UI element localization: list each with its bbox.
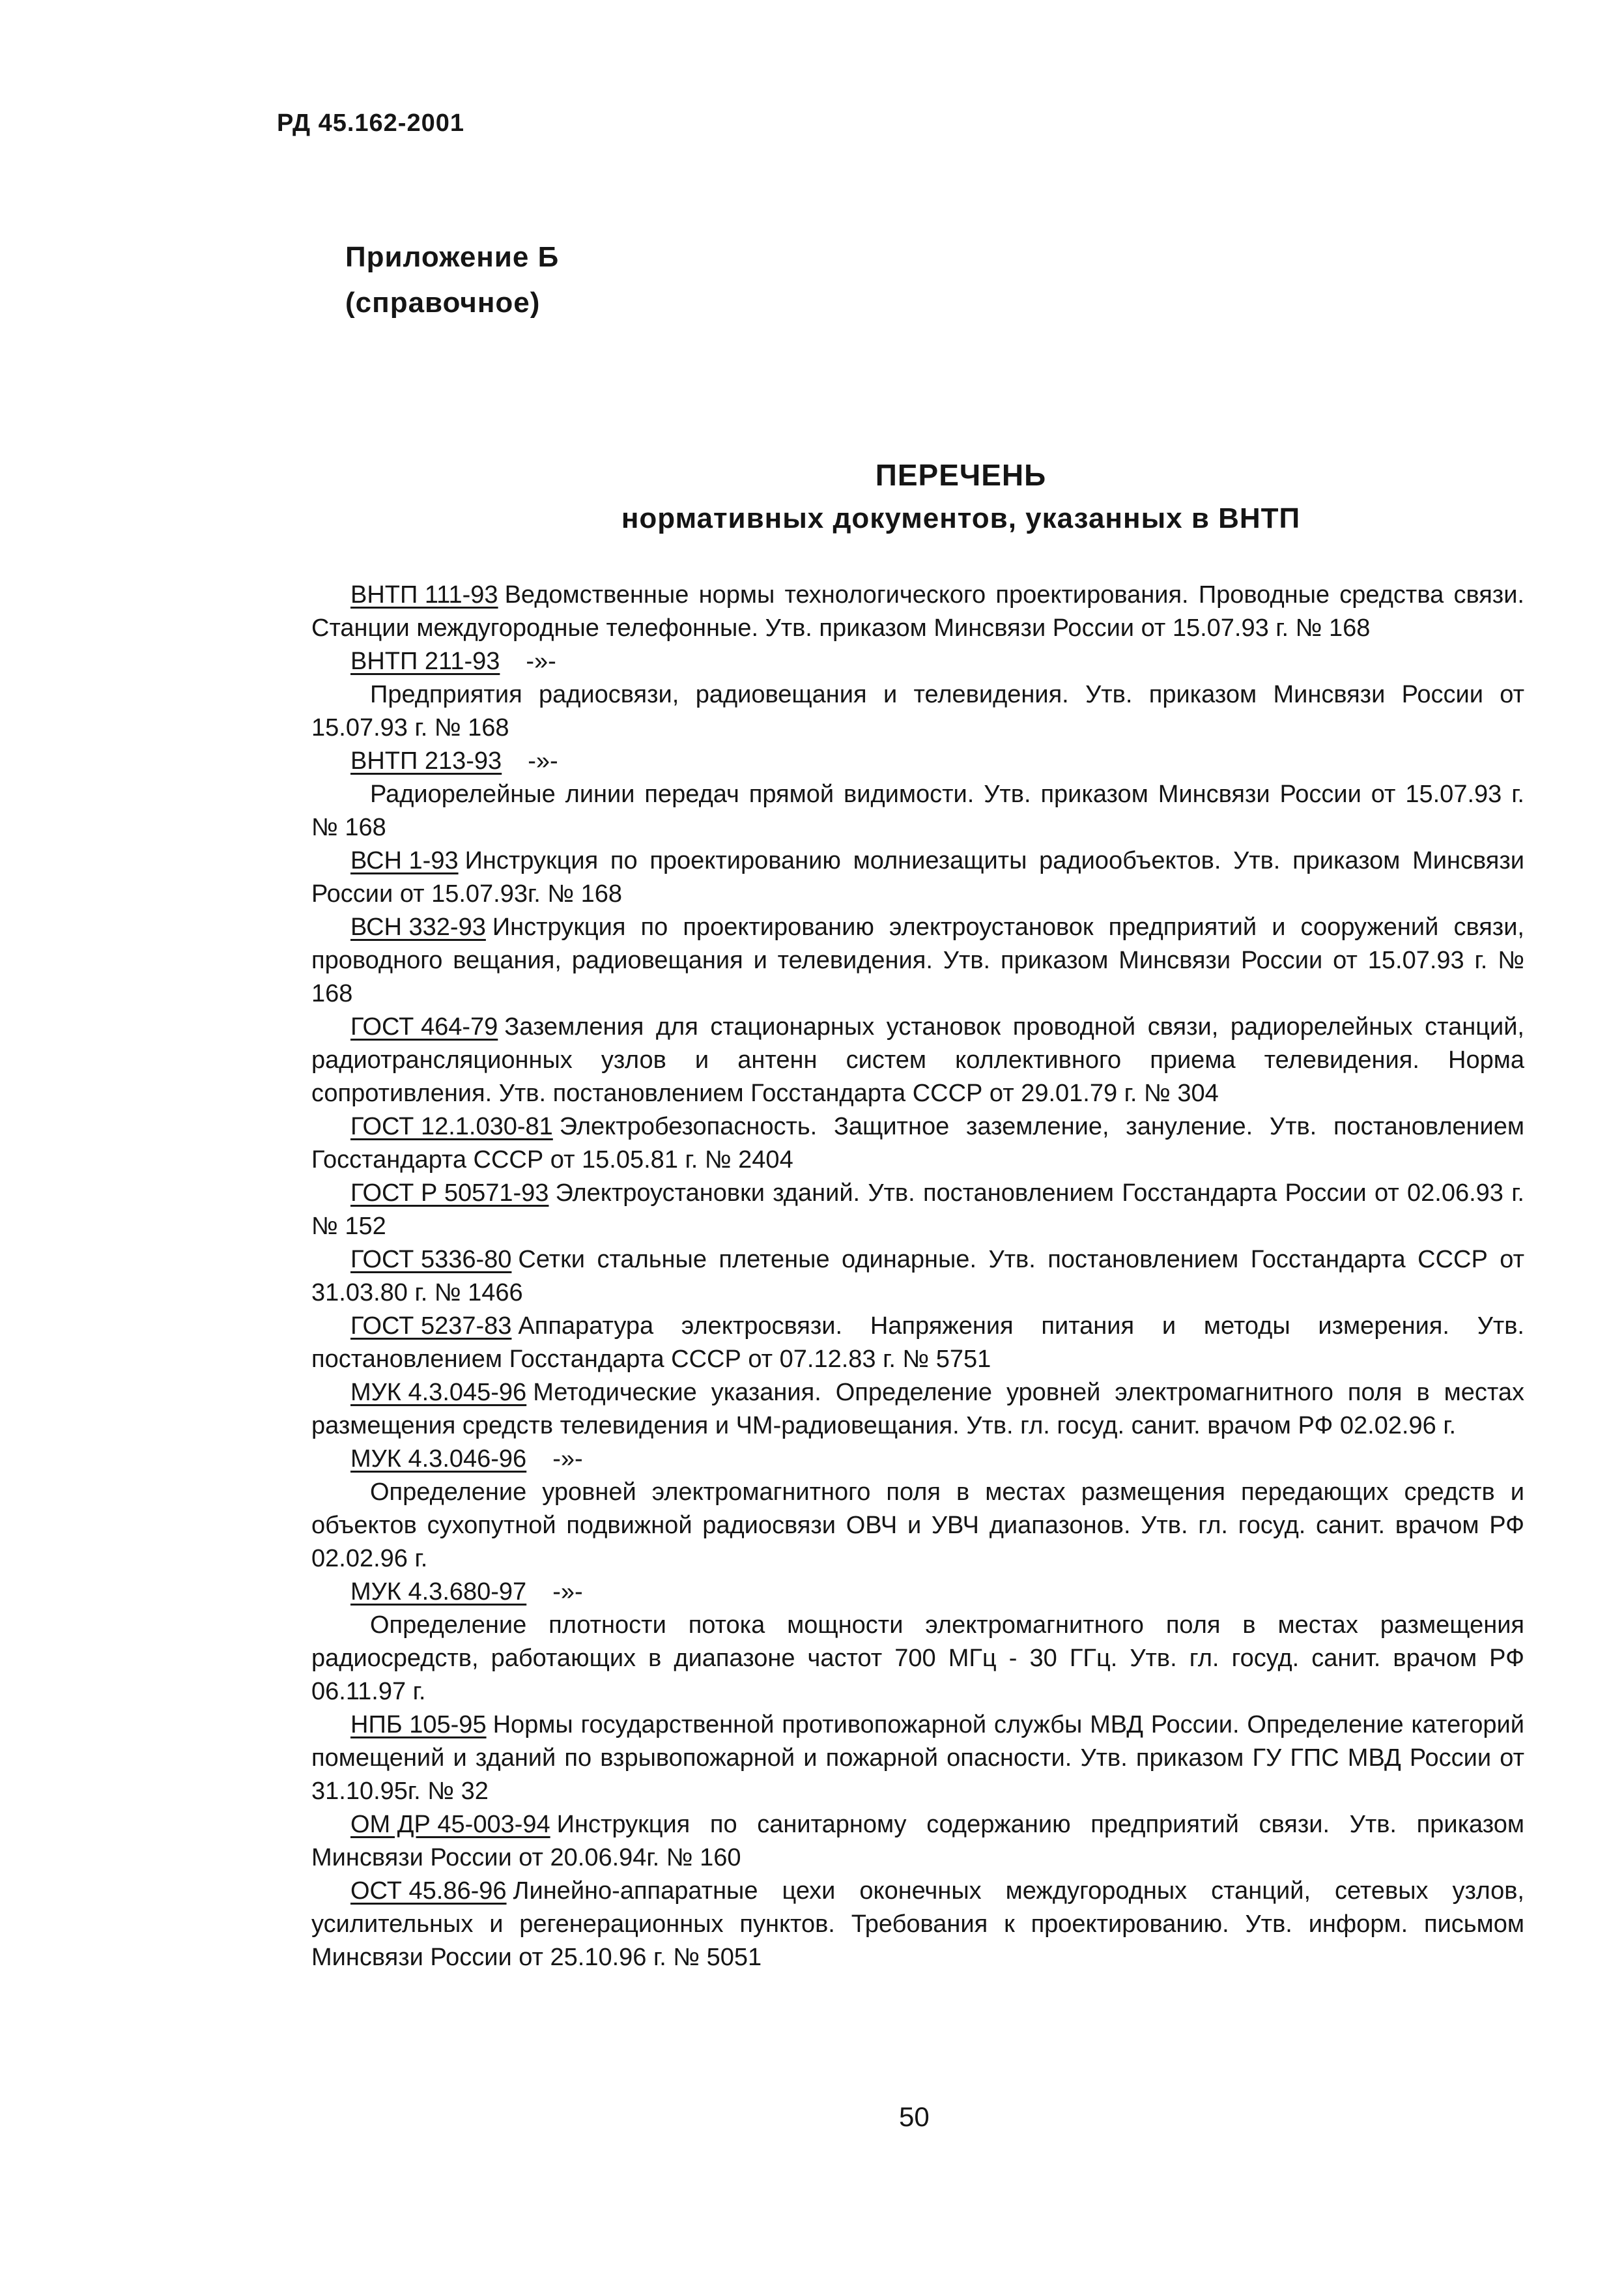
- entry-text: Сетки стальные плетеные одинарные. Утв. постановлением Госстандарта СССР от 31.03.80 г. № 1466: [311, 1246, 1524, 1306]
- list-item: [311, 1708, 1524, 1808]
- document-code-link: ВНТП 111-93: [350, 581, 498, 609]
- list-item: [311, 1875, 1524, 1974]
- document-code-link: ГОСТ 464-79: [350, 1013, 498, 1041]
- entry-text: Определение плотности потока мощности электромагнитного поля в местах размещения радиосредств, работающих в диапазоне частот 700 МГц - 30 ГГц. Утв. гл. госуд. санит. врачом РФ 06.11.97 г.: [311, 1611, 1524, 1705]
- entry-text: Линейно-аппаратные цехи оконечных междугородных станций, сетевых узлов, усилительных и регенерационных пунктов. Требования к проектированию. Утв. информ. письмом Минсвязи России от 25.10.96 г. № 5051: [311, 1877, 1524, 1971]
- ditto-mark: -»-: [552, 1445, 583, 1473]
- ditto-mark: -»-: [528, 747, 558, 775]
- list-item: [311, 579, 1524, 645]
- appendix-subtitle: (справочное): [345, 287, 541, 319]
- document-code-link: ВНТП 213-93: [350, 747, 502, 775]
- document-code-link: ГОСТ Р 50571-93: [350, 1179, 549, 1207]
- document-code-link: МУК 4.3.045-96: [350, 1379, 527, 1406]
- entry-text: Электробезопасность. Защитное заземление, зануление. Утв. постановлением Госстандарта СССР от 15.05.81 г. № 2404: [311, 1113, 1524, 1174]
- entry-text: Аппаратура электросвязи. Напряжения питания и методы измерения. Утв. постановлением Госстандарта СССР от 07.12.83 г. № 5751: [311, 1312, 1524, 1373]
- page-number: 50: [899, 2101, 930, 2132]
- list-item: [311, 1443, 1524, 1476]
- entry-text-block: [311, 1476, 1524, 1576]
- document-list: [311, 579, 1524, 1974]
- entry-text-block: [311, 778, 1524, 844]
- list-title: ПЕРЕЧЕНЬ: [875, 458, 1047, 492]
- list-item: [311, 1243, 1524, 1310]
- document-code-link: ВНТП 211-93: [350, 648, 500, 675]
- list-item: [311, 645, 1524, 678]
- list-item: [311, 844, 1524, 911]
- entry-text: Определение уровней электромагнитного поля в местах размещения передающих средств и объектов сухопутной подвижной радиосвязи ОВЧ и УВЧ диапазонов. Утв. гл. госуд. санит. врачом РФ 02.02.96 г.: [311, 1478, 1524, 1572]
- list-item: [311, 1808, 1524, 1875]
- entry-text: Методические указания. Определение уровней электромагнитного поля в местах размещения средств телевидения и ЧМ-радиовещания. Утв. гл. госуд. санит. врачом РФ 02.02.96 г.: [311, 1379, 1524, 1439]
- document-code-link: ОСТ 45.86-96: [350, 1877, 507, 1905]
- list-item: [311, 1011, 1524, 1110]
- ditto-mark: -»-: [526, 648, 556, 675]
- entry-text: Радиорелейные линии передач прямой видимости. Утв. приказом Минсвязи России от 15.07.93 г. № 168: [311, 781, 1524, 841]
- list-item: [311, 1177, 1524, 1243]
- entry-text: Электроустановки зданий. Утв. постановлением Госстандарта России от 02.06.93 г. № 152: [311, 1179, 1524, 1240]
- document-code-link: МУК 4.3.680-97: [350, 1578, 527, 1606]
- document-code: РД 45.162-2001: [277, 109, 464, 137]
- entry-text-block: [311, 678, 1524, 745]
- entry-text: Инструкция по проектированию молниезащиты радиообъектов. Утв. приказом Минсвязи России от 15.07.93г. № 168: [311, 847, 1524, 908]
- document-code-link: ОМ ДР 45-003-94: [350, 1811, 550, 1838]
- document-code-link: ГОСТ 5237-83: [350, 1312, 512, 1340]
- list-item: [311, 1110, 1524, 1177]
- ditto-mark: -»-: [552, 1578, 583, 1606]
- appendix-heading: [345, 235, 559, 326]
- list-item: [311, 1310, 1524, 1376]
- appendix-title: Приложение Б: [345, 241, 560, 273]
- entry-text: Инструкция по проектированию электроустановок предприятий и сооружений связи, проводного вещания, радиовещания и телевидения. Утв. приказом Минсвязи России от 15.07.93 г. № 168: [311, 914, 1524, 1007]
- document-code-link: ГОСТ 5336-80: [350, 1246, 512, 1273]
- list-item: [311, 911, 1524, 1011]
- document-code-link: НПБ 105-95: [350, 1711, 487, 1738]
- entry-text: Заземления для стационарных установок проводной связи, радиорелейных станций, радиотрансляционных узлов и антенн систем коллективного приема телевидения. Норма сопротивления. Утв. постановлением Госстандарта СССР от 29.01.79 г. № 304: [311, 1013, 1524, 1107]
- entry-text: Ведомственные нормы технологического проектирования. Проводные средства связи. Станции междугородные телефонные. Утв. приказом Минсвязи России от 15.07.93 г. № 168: [311, 581, 1524, 642]
- document-code-link: ГОСТ 12.1.030-81: [350, 1113, 553, 1140]
- entry-text: Нормы государственной противопожарной службы МВД России. Определение категорий помещений и зданий по взрывопожарной и пожарной опасности. Утв. приказом ГУ ГПС МВД России от 31.10.95г. № 32: [311, 1711, 1524, 1805]
- list-item: [311, 1576, 1524, 1609]
- document-code-link: ВСН 1-93: [350, 847, 459, 874]
- document-code-link: МУК 4.3.046-96: [350, 1445, 527, 1473]
- entry-text-block: [311, 1609, 1524, 1708]
- document-code-link: ВСН 332-93: [350, 914, 486, 941]
- list-item: [311, 1376, 1524, 1443]
- list-subtitle: нормативных документов, указанных в ВНТП: [621, 502, 1301, 534]
- entry-text: Предприятия радиосвязи, радиовещания и телевидения. Утв. приказом Минсвязи России от 15.07.93 г. № 168: [311, 681, 1524, 742]
- entry-text: Инструкция по санитарному содержанию предприятий связи. Утв. приказом Минсвязи России от 20.06.94г. № 160: [311, 1811, 1524, 1871]
- list-item: [311, 745, 1524, 778]
